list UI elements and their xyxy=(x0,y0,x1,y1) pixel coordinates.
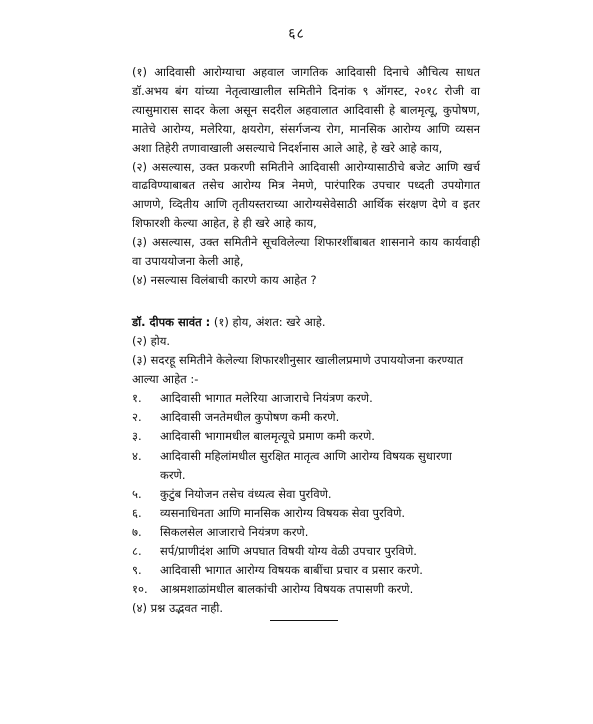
measure-number: १०. xyxy=(132,582,148,597)
measure-number: ८. xyxy=(132,544,142,558)
answer-part-2: (२) होय. xyxy=(132,333,171,348)
measure-text: आश्रमशाळांमधील बालकांची आरोग्य विषयक तपासणी करणे. xyxy=(160,582,414,597)
measure-number: ४. xyxy=(132,448,142,463)
measure-text: सर्प/प्राणीदंश आणि अपघात विषयी योग्य वेळी उपचार पुरविणे. xyxy=(160,544,417,558)
measure-item xyxy=(132,389,480,408)
measure-item xyxy=(132,408,480,427)
answer-block xyxy=(132,313,480,619)
measure-text: आदिवासी भागात मलेरिया आजाराचे नियंत्रण करणे. xyxy=(160,391,373,406)
question-part-4: (४) नसल्यास विलंबाची कारणे काय आहेत ? xyxy=(132,272,317,287)
measure-item xyxy=(132,427,480,446)
measure-item xyxy=(132,542,480,561)
measure-item xyxy=(132,523,480,542)
question-block xyxy=(132,63,480,290)
question-part-2: (२) असल्यास, उक्त प्रकरणी समितीने आदिवासी आरोग्यासाठीचे बजेट आणि खर्च वाढविण्याबाबत तसेच आरोग्य मित्र नेमणे, पारंपारिक उपचार पध्दती उपयोगात आणणे, व्दितीय आणि तृतीयस्तराच्या आरोग्यसेवेसाठी आर्थिक संरक्षण देणे व इतर शिफारशी केल्या आहेत, हे ही खरे आहे काय, xyxy=(132,159,480,231)
measure-text: आदिवासी जनतेमधील कुपोषण कमी करणे. xyxy=(160,410,340,425)
speaker-name: डॉ. दीपक सावंत : xyxy=(132,314,211,329)
measure-item xyxy=(132,561,480,580)
measure-item xyxy=(132,447,480,485)
measure-number: २. xyxy=(132,410,142,425)
answer-part-3-intro: (३) सदरहू समितीने केलेल्या शिफारशीनुसार खालीलप्रमाणे उपाययोजना करण्यात आल्या आहेत :- xyxy=(132,353,464,387)
answer-line-1 xyxy=(132,313,480,332)
measure-text: आदिवासी भागात आरोग्य विषयक बाबींचा प्रचार व प्रसार करणे. xyxy=(160,563,423,578)
measure-item xyxy=(132,485,480,504)
answer-part-4: (४) प्रश्न उद्भवत नाही. xyxy=(132,601,224,616)
measure-number: ३. xyxy=(132,429,142,444)
measure-item xyxy=(132,580,480,599)
question-part-3: (३) असल्यास, उक्त समितीने सूचविलेल्या शिफारशींबाबत शासनाने काय कार्यवाही वा उपाययोजना केली आहे, xyxy=(132,235,480,269)
measure-text: आदिवासी भागामधील बालमृत्यूचे प्रमाण कमी करणे. xyxy=(160,429,375,444)
end-divider xyxy=(270,620,338,621)
measures-list xyxy=(132,389,480,599)
measure-text: कुटुंब नियोजन तसेच वंध्यत्व सेवा पुरविणे. xyxy=(160,486,332,501)
measure-item xyxy=(132,504,480,523)
measure-text: आदिवासी महिलांमधील सुरक्षित मातृत्व आणि आरोग्य विषयक सुधारणा करणे. xyxy=(160,448,452,482)
question-part-1: (१) आदिवासी आरोग्याचा अहवाल जागतिक आदिवासी दिनाचे औचित्य साधत डॉ.अभय बंग यांच्या नेतृत्वाखालील समितीने दिनांक ९ ऑगस्ट, २०१८ रोजी वा त्यासुमारास सादर केला असून सदरील अहवालात आदिवासी हे बालमृत्यू, कुपोषण, मातेचे आरोग्य, मलेरिया, क्षयरोग, संसर्गजन्य रोग, मानसिक आरोग्य आणि व्यसन अशा तिहेरी तणावाखाली असल्याचे निदर्शनास आले आहे, हे खरे आहे काय, xyxy=(132,65,480,155)
measure-number: ९. xyxy=(132,563,142,578)
page-number: ६८ xyxy=(288,26,305,42)
measure-text: व्यसनाधिनता आणि मानसिक आरोग्य विषयक सेवा पुरविणे. xyxy=(160,505,406,520)
measure-number: ६. xyxy=(132,505,142,520)
measure-number: १. xyxy=(132,391,142,406)
measure-number: ५. xyxy=(132,486,142,501)
measure-number: ७. xyxy=(132,524,142,539)
measure-text: सिकलसेल आजाराचे नियंत्रण करणे. xyxy=(160,524,309,539)
document-body xyxy=(132,63,480,618)
answer-part-1: (१) होय, अंशत: खरे आहे. xyxy=(213,314,326,329)
